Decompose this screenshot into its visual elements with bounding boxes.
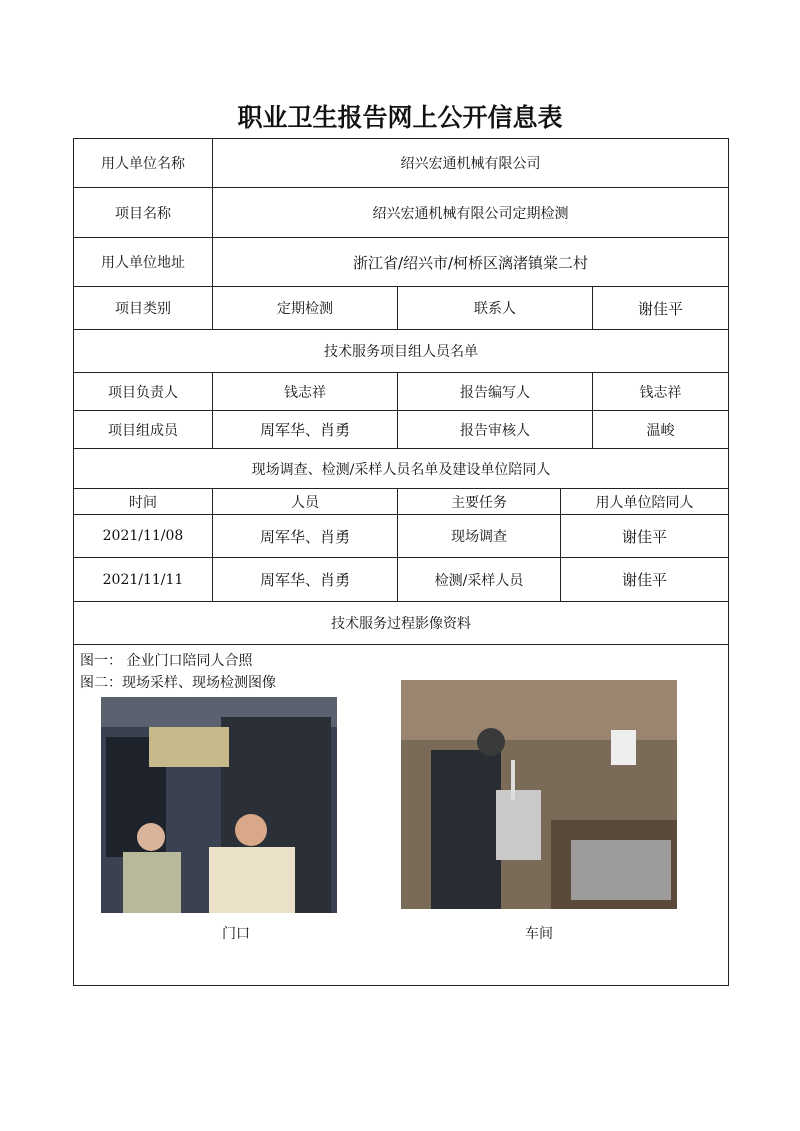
company-value: 绍兴宏通机械有限公司 xyxy=(212,138,729,188)
members-value: 周军华、肖勇 xyxy=(212,410,398,449)
figure-1-label: 图一： 企业门口陪同人合照 xyxy=(80,653,253,669)
table-cell-escort: 谢佳平 xyxy=(560,514,729,558)
company-sign xyxy=(149,727,229,767)
table-cell-task: 现场调查 xyxy=(397,514,561,558)
table-cell-escort: 谢佳平 xyxy=(560,557,729,602)
company-label: 用人单位名称 xyxy=(73,138,213,188)
leader-value: 钱志祥 xyxy=(212,372,398,411)
table-cell-personnel: 周军华、肖勇 xyxy=(212,557,398,602)
reviewer-label: 报告审核人 xyxy=(397,410,593,449)
workshop-photo xyxy=(401,680,677,909)
images-heading: 技术服务过程影像资料 xyxy=(73,601,729,645)
writer-label: 报告编写人 xyxy=(397,372,593,411)
figure-2-label: 图二：现场采样、现场检测图像 xyxy=(80,675,276,691)
caption-entrance: 门口 xyxy=(222,926,250,942)
address-label: 用人单位地址 xyxy=(73,237,213,287)
project-label: 项目名称 xyxy=(73,187,213,238)
page-title: 职业卫生报告网上公开信息表 xyxy=(237,103,563,132)
team-heading: 技术服务项目组人员名单 xyxy=(73,329,729,373)
members-label: 项目组成员 xyxy=(73,410,213,449)
header-escort: 用人单位陪同人 xyxy=(560,488,729,515)
leader-label: 项目负责人 xyxy=(73,372,213,411)
contact-label: 联系人 xyxy=(397,286,593,330)
survey-heading: 现场调查、检测/采样人员名单及建设单位陪同人 xyxy=(73,448,729,489)
table-cell-date: 2021/11/11 xyxy=(73,557,213,602)
header-personnel: 人员 xyxy=(212,488,398,515)
table-cell-date: 2021/11/08 xyxy=(73,514,213,558)
header-task: 主要任务 xyxy=(397,488,561,515)
writer-value: 钱志祥 xyxy=(592,372,729,411)
table-cell-personnel: 周军华、肖勇 xyxy=(212,514,398,558)
header-time: 时间 xyxy=(73,488,213,515)
type-label: 项目类别 xyxy=(73,286,213,330)
project-value: 绍兴宏通机械有限公司定期检测 xyxy=(212,187,729,238)
caption-workshop: 车间 xyxy=(525,926,553,942)
table-cell-task: 检测/采样人员 xyxy=(397,557,561,602)
address-value: 浙江省/绍兴市/柯桥区漓渚镇棠二村 xyxy=(212,237,729,287)
type-value: 定期检测 xyxy=(212,286,398,330)
entrance-photo xyxy=(101,697,337,913)
contact-value: 谢佳平 xyxy=(592,286,729,330)
reviewer-value: 温峻 xyxy=(592,410,729,449)
